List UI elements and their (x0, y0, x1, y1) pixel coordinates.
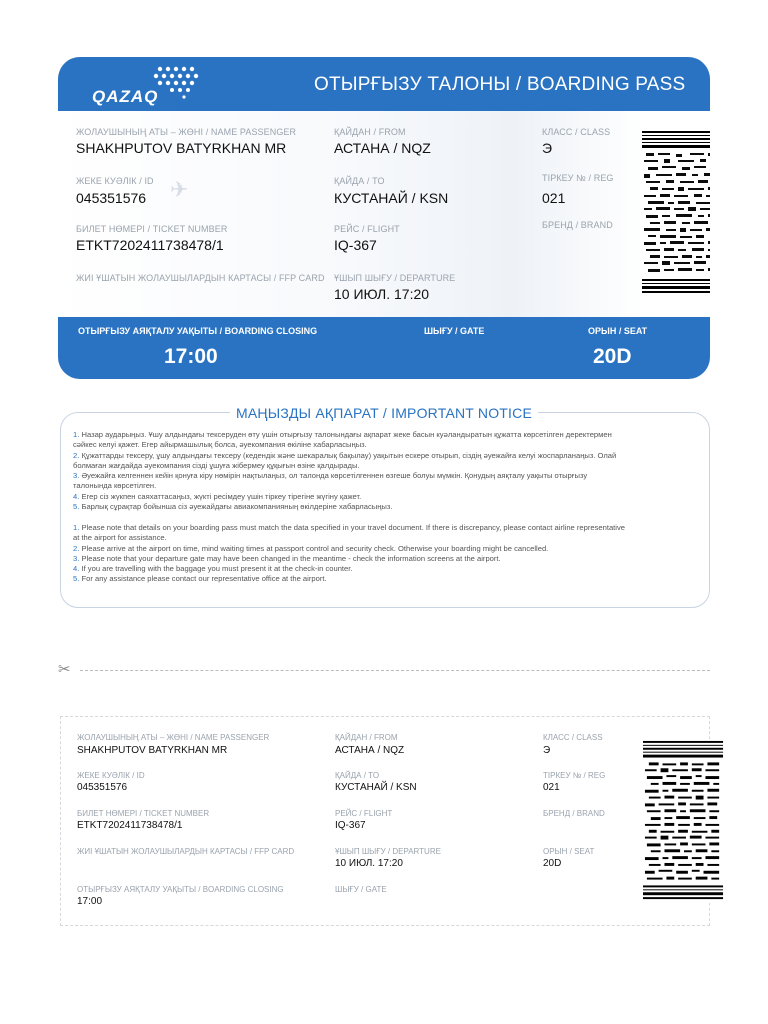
brand-label: БРЕНД / BRAND (542, 220, 613, 230)
notice-item (73, 502, 703, 512)
stub-from-label: ҚАЙДАН / FROM (335, 733, 398, 742)
ticket-value: ETKT7202411738478/1 (76, 237, 224, 253)
seat-label: ОРЫН / SEAT (588, 326, 648, 336)
passenger-label: ЖОЛАУШЫНЫҢ АТЫ – ЖӨНІ / NAME PASSENGER (76, 127, 297, 137)
notice-box (60, 412, 710, 608)
stub-passenger-name: SHAKHPUTOV BATYRKHAN MR (77, 745, 228, 756)
stub-id-value: 045351576 (77, 782, 128, 793)
notice-item-text: Please arrive at the airport on time, mind waiting times at passport control and security check. Otherwise your boarding might be cancelled. (81, 543, 549, 553)
stub-class-value: Э (543, 745, 551, 756)
departure-label: ҰШЫП ШЫҒУ / DEPARTURE (334, 273, 456, 283)
flight-value: IQ-367 (334, 237, 377, 253)
notice-item (73, 430, 703, 440)
stub-gate-label: ШЫҒУ / GATE (335, 885, 387, 894)
flight-label: РЕЙС / FLIGHT (334, 224, 400, 234)
class-value: Э (542, 140, 553, 156)
notice-item (73, 471, 703, 481)
stub-reg-value: 021 (543, 782, 560, 793)
stub-departure-value: 10 ИЮЛ. 17:20 (335, 858, 403, 869)
card-footer (58, 317, 710, 379)
notice-item-number: 4. (73, 491, 80, 501)
stub-ffp-label: ЖИІ ҰШАТЫН ЖОЛАУШЫЛАРДЫН КАРТАСЫ / FFP CARD (77, 847, 295, 856)
seat-value: 20D (593, 345, 632, 368)
notice-item-text: If you are travelling with the baggage you must present it at the check-in counter. (81, 564, 353, 574)
stub-seat-value: 20D (543, 858, 562, 869)
reg-value: 021 (542, 190, 566, 206)
notice-item-text: Әуежайға келгеннен кейін қонуға кіру нөмірін нақтылаңыз, ол талонда көрсетілгеннен өзгеше болуы мүмкін. Қонудың аяқталу уақыты отырғызу (81, 471, 588, 481)
notice-title-text: МАҢЫЗДЫ АҚПАРАТ / IMPORTANT NOTICE (230, 405, 538, 421)
stub-ticket-value: ETKT7202411738478/1 (77, 820, 183, 831)
ticket-label: БИЛЕТ НӨМЕРІ / TICKET NUMBER (76, 224, 228, 234)
stub-departure-label: ҰШЫП ШЫҒУ / DEPARTURE (335, 847, 441, 856)
barcode-icon (642, 129, 710, 297)
reg-label: ТІРКЕУ № / REG (542, 173, 614, 183)
closing-label: ОТЫРҒЫЗУ АЯҚТАЛУ УАҚЫТЫ / BOARDING CLOSING (78, 326, 318, 336)
stub-from-value: АСТАНА / NQZ (335, 745, 405, 756)
notice-item-number: 5. (73, 574, 80, 584)
barcode-graphic (642, 129, 710, 297)
stub-to-label: ҚАЙДА / TO (335, 771, 380, 780)
stub-id-label: ЖЕКЕ КУӘЛІК / ID (77, 771, 145, 780)
notice-item-text: For any assistance please contact our representative office at the airport. (81, 574, 327, 584)
stub-closing-value: 17:00 (77, 896, 103, 907)
notice-item-number: 3. (73, 471, 80, 481)
stub-ticket-label: БИЛЕТ НӨМЕРІ / TICKET NUMBER (77, 809, 210, 818)
notice-item (73, 492, 703, 502)
notice-item (73, 533, 703, 543)
notice-item (73, 523, 703, 533)
ffp-label: ЖИІ ҰШАТЫН ЖОЛАУШЫЛАРДЫН КАРТАСЫ / FFP CARD (76, 273, 325, 283)
notice-list-en (73, 523, 703, 585)
notice-item-text: Назар аударыңыз. Ұшу алдындағы тексеруден өту үшін отырғызу талонындағы ақпарат жеке басын куәландыратын құжатта көрсетілген деректермен (81, 430, 612, 439)
gate-label: ШЫҒУ / GATE (424, 326, 485, 336)
notice-item (73, 574, 703, 584)
stub-to-value: КУСТАНАЙ / KSN (335, 782, 417, 793)
notice-item (73, 451, 703, 461)
notice-title (0, 405, 768, 421)
closing-value: 17:00 (164, 345, 218, 368)
notice-item (73, 544, 703, 554)
from-value: АСТАНА / NQZ (334, 140, 431, 156)
stub-closing-label: ОТЫРҒЫЗУ АЯҚТАЛУ УАҚЫТЫ / BOARDING CLOSING (77, 885, 284, 894)
notice-item-text: Құжаттарды тексеру, ұшу алдындағы тексеру (кедендік және шекаралық бақылау) уақытын ескере отырып, сіздің әуежайға келуі жоспарланаңыз. Олай (81, 450, 617, 460)
notice-item-text: Барлық сұрақтар бойынша сіз әуежайдағы авиакомпанияның өкілдеріне хабарласыңыз. (81, 502, 393, 512)
notice-item-number: 1. (73, 430, 80, 439)
stub-reg-label: ТІРКЕУ № / REG (543, 771, 606, 780)
id-value: 045351576 (76, 190, 147, 206)
plane-icon: ✈ (170, 177, 189, 202)
notice-item (73, 554, 703, 564)
to-label: ҚАЙДА / TO (334, 176, 385, 186)
notice-item-text: Please note that details on your boarding pass must match the data specified in your travel document. If there is discrepancy, please contact airline representative (81, 523, 626, 532)
to-value: КУСТАНАЙ / KSN (334, 190, 449, 206)
stub-class-label: КЛАСС / CLASS (543, 733, 603, 742)
stub-barcode-graphic (643, 737, 725, 905)
passenger-name: SHAKHPUTOV BATYRKHAN MR (76, 140, 287, 156)
notice-item (73, 564, 703, 574)
stub-barcode-icon (643, 737, 725, 905)
boarding-pass-card (58, 57, 710, 379)
stub-passenger-label: ЖОЛАУШЫНЫҢ АТЫ – ЖӨНІ / NAME PASSENGER (77, 733, 270, 742)
cut-line (80, 670, 710, 671)
airline-logo: QAZAQ (92, 87, 159, 106)
stub-flight-value: IQ-367 (335, 820, 366, 831)
notice-item-number: 3. (73, 553, 80, 563)
departure-value: 10 ИЮЛ. 17:20 (334, 286, 430, 302)
boarding-pass-stub (60, 716, 710, 926)
notice-item-number: 5. (73, 502, 80, 512)
notice-item-text: Please note that your departure gate may have been changed in the meantime - check the information screens at the airport. (81, 553, 501, 563)
notice-item-text: болмаған жағдайда әуекомпания сізді ұшуға жібермеу құқығын өзіне қалдырады. (73, 460, 360, 470)
scissors-icon: ✂ (58, 661, 71, 678)
id-label: ЖЕКЕ КУӘЛІК / ID (76, 176, 154, 186)
stub-flight-label: РЕЙС / FLIGHT (335, 809, 393, 818)
class-label: КЛАСС / CLASS (542, 127, 611, 137)
pass-title: ОТЫРҒЫЗУ ТАЛОНЫ / BOARDING PASS (314, 74, 686, 95)
notice-list-kz (73, 430, 703, 512)
card-header (58, 57, 710, 111)
from-label: ҚАЙДАН / FROM (334, 127, 406, 137)
notice-item-number: 2. (73, 543, 80, 553)
notice-item (73, 461, 703, 471)
notice-item-text: талонында көрсетілген. (73, 481, 157, 491)
notice-item-number: 2. (73, 450, 80, 460)
stub-seat-label: ОРЫН / SEAT (543, 847, 595, 856)
notice-item-number: 4. (73, 564, 80, 574)
notice-item-text: сәйкес келуі қажет. Егер айырмашылық болса, әуекомпания өкіліне хабарласыңыз. (73, 440, 367, 450)
notice-item (73, 440, 703, 450)
notice-item-text: at the airport for assistance. (73, 533, 167, 543)
notice-item (73, 481, 703, 491)
notice-item-number: 1. (73, 523, 80, 532)
notice-item-text: Егер сіз жүкпен саяхаттасаңыз, жүкті ресімдеу үшін тіркеу тірегіне жүгіну қажет. (81, 491, 362, 501)
stub-brand-label: БРЕНД / BRAND (543, 809, 605, 818)
